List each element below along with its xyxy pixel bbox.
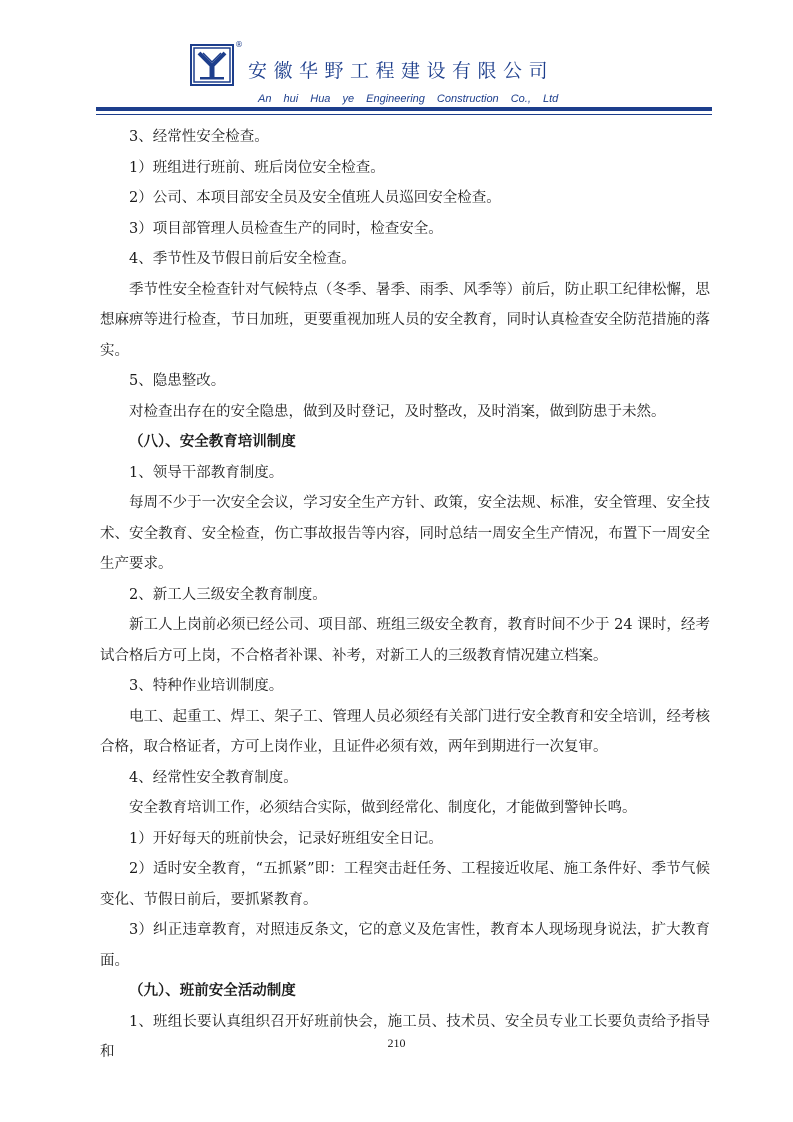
document-body xyxy=(100,122,710,1068)
paragraph: 2）公司、本项目部安全员及安全值班人员巡回安全检查。 xyxy=(129,190,501,206)
section-heading: （九）、班前安全活动制度 xyxy=(129,982,296,999)
section-heading: （八）、安全教育培训制度 xyxy=(129,433,296,450)
paragraph: 新工人上岗前必须已经公司、项目部、班组三级安全教育，教育时间不少于 24 课时，经考试合格后方可上岗，不合格者补课、补考，对新工人的三级教育情况建立档案。 xyxy=(100,617,710,664)
company-name-english: An hui Hua ye Engineering Construction Co., Ltd xyxy=(258,93,559,105)
company-name-chinese: 安徽华野工程建设有限公司 xyxy=(248,60,555,82)
paragraph: 2、新工人三级安全教育制度。 xyxy=(129,586,327,603)
header-rule-thin xyxy=(96,114,712,115)
company-logo-icon xyxy=(190,44,234,86)
paragraph: 对检查出存在的安全隐患，做到及时登记，及时整改，及时消案，做到防患于未然。 xyxy=(129,403,666,420)
paragraph: 3、经常性安全检查。 xyxy=(129,129,269,145)
paragraph: 季节性安全检查针对气候特点（冬季、暑季、雨季、风季等）前后，防止职工纪律松懈，思想麻痹等进行检查，节日加班，更要重视加班人员的安全教育，同时认真检查安全防范措施的落实。 xyxy=(100,281,710,359)
paragraph: 2）适时安全教育，“五抓紧”即：工程突击赶任务、工程接近收尾、施工条件好、季节气候变化、节假日前后，要抓紧教育。 xyxy=(100,861,710,908)
paragraph: 5、隐患整改。 xyxy=(129,373,226,389)
paragraph: 4、季节性及节假日前后安全检查。 xyxy=(129,251,356,267)
paragraph: 安全教育培训工作，必须结合实际，做到经常化、制度化，才能做到警钟长鸣。 xyxy=(129,800,637,816)
registered-mark: ® xyxy=(235,40,243,49)
page-number: 210 xyxy=(387,1036,406,1050)
paragraph: 1）开好每天的班前快会，记录好班组安全日记。 xyxy=(129,830,443,847)
paragraph: 4、经常性安全教育制度。 xyxy=(129,769,298,786)
letterhead xyxy=(0,0,793,120)
paragraph: 3、特种作业培训制度。 xyxy=(129,678,284,694)
paragraph: 3）项目部管理人员检查生产的同时，检查安全。 xyxy=(129,220,443,237)
paragraph: 3）纠正违章教育，对照违反条文，它的意义及危害性，教育本人现场现身说法，扩大教育面。 xyxy=(100,922,710,969)
paragraph: 1、班组长要认真组织召开好班前快会，施工员、技术员、安全员专业工长要负责给予指导和 xyxy=(100,1013,710,1060)
paragraph: 1、领导干部教育制度。 xyxy=(129,464,284,481)
header-rule-thick xyxy=(96,107,712,111)
paragraph: 电工、起重工、焊工、架子工、管理人员必须经有关部门进行安全教育和安全培训，经考核合格，取合格证者，方可上岗作业，且证件必须有效，两年到期进行一次复审。 xyxy=(100,708,710,755)
paragraph: 每周不少于一次安全会议，学习安全生产方针、政策，安全法规、标准，安全管理、安全技术、安全教育、安全检查，伤亡事故报告等内容，同时总结一周安全生产情况，布置下一周安全生产要求。 xyxy=(100,495,710,572)
paragraph: 1）班组进行班前、班后岗位安全检查。 xyxy=(129,159,385,176)
